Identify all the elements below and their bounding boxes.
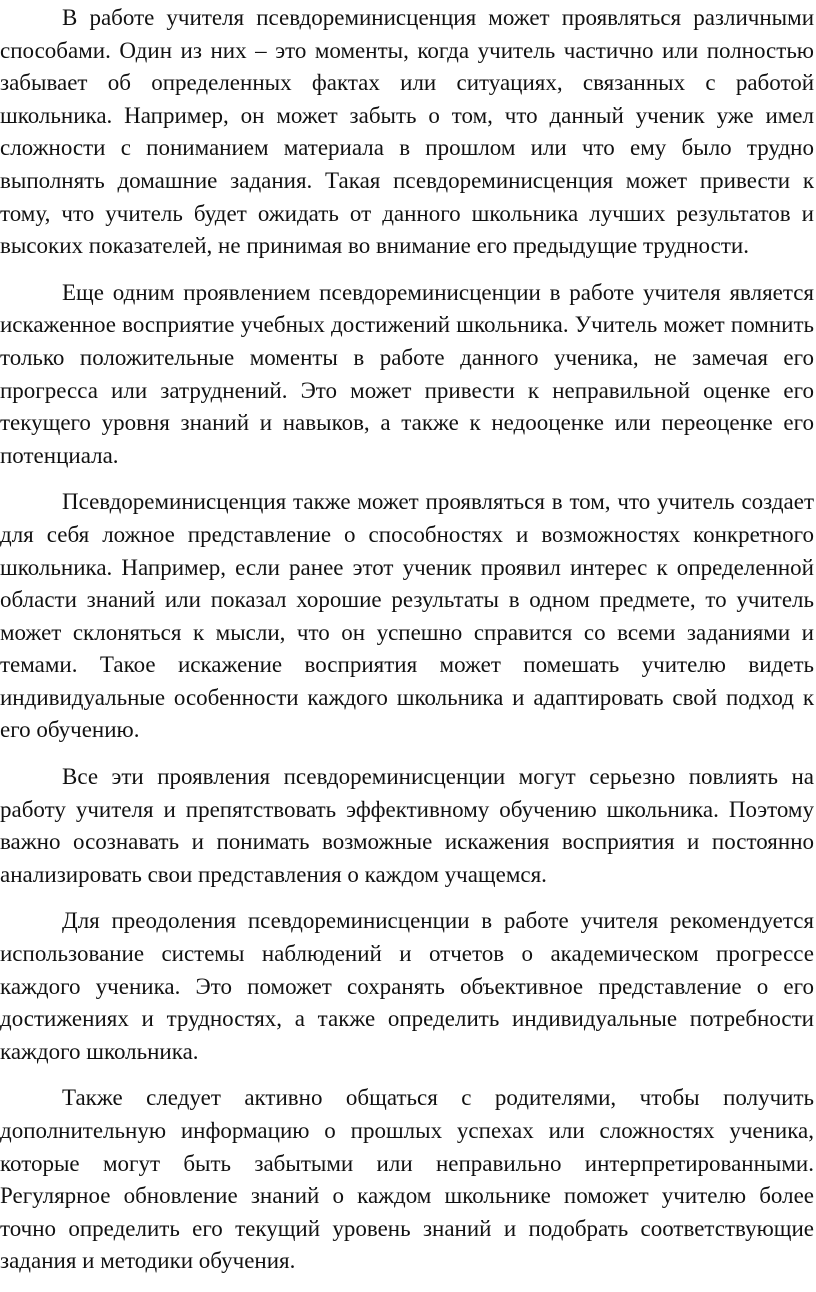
- paragraph-4: Все эти проявления псевдореминисценции могут серьезно повлиять на работу учителя и препятствовать эффективному обучению школьника. Поэтому важно осознавать и понимать возможные искажения восприятия и постоянно анализировать свои представления о каждом учащемся.: [0, 764, 814, 887]
- paragraph-1: В работе учителя псевдореминисценция может проявляться различными способами. Один из них – это моменты, когда учитель частично или полностью забывает об определенных фактах или ситуациях, связанных с работой школьника. Например, он может забыть о том, что данный ученик уже имел сложности с пониманием материала в прошлом или что ему было трудно выполнять домашние задания. Такая псевдореминисценция может привести к тому, что учитель будет ожидать от данного школьника лучших результатов и высоких показателей, не принимая во внимание его предыдущие трудности.: [0, 5, 814, 259]
- paragraph-5: Для преодоления псевдореминисценции в работе учителя рекомендуется использование системы наблюдений и отчетов о академическом прогрессе каждого ученика. Это поможет сохранять объективное представление о его достижениях и трудностях, а также определить индивидуальные потребности каждого школьника.: [0, 908, 814, 1064]
- paragraph-6: Также следует активно общаться с родителями, чтобы получить дополнительную информацию о прошлых успехах или сложностях ученика, которые могут быть забытыми или неправильно интерпретированными. Регулярное обновление знаний о каждом школьнике поможет учителю более точно определить его текущий уровень знаний и подобрать соответствующие задания и методики обучения.: [0, 1085, 814, 1274]
- paragraph-2: Еще одним проявлением псевдореминисценции в работе учителя является искаженное восприятие учебных достижений школьника. Учитель может помнить только положительные моменты в работе данного ученика, не замечая его прогресса или затруднений. Это может привести к неправильной оценке его текущего уровня знаний и навыков, а также к недооценке или переоценке его потенциала.: [0, 279, 814, 468]
- paragraph-3: Псевдореминисценция также может проявляться в том, что учитель создает для себя ложное представление о способностях и возможностях конкретного школьника. Например, если ранее этот ученик проявил интерес к определенной области знаний или показал хорошие результаты в одном предмете, то учитель может склоняться к мысли, что он успешно справится со всеми заданиями и темами. Такое искажение восприятия может помешать учителю видеть индивидуальные особенности каждого школьника и адаптировать свой подход к его обучению.: [0, 489, 814, 743]
